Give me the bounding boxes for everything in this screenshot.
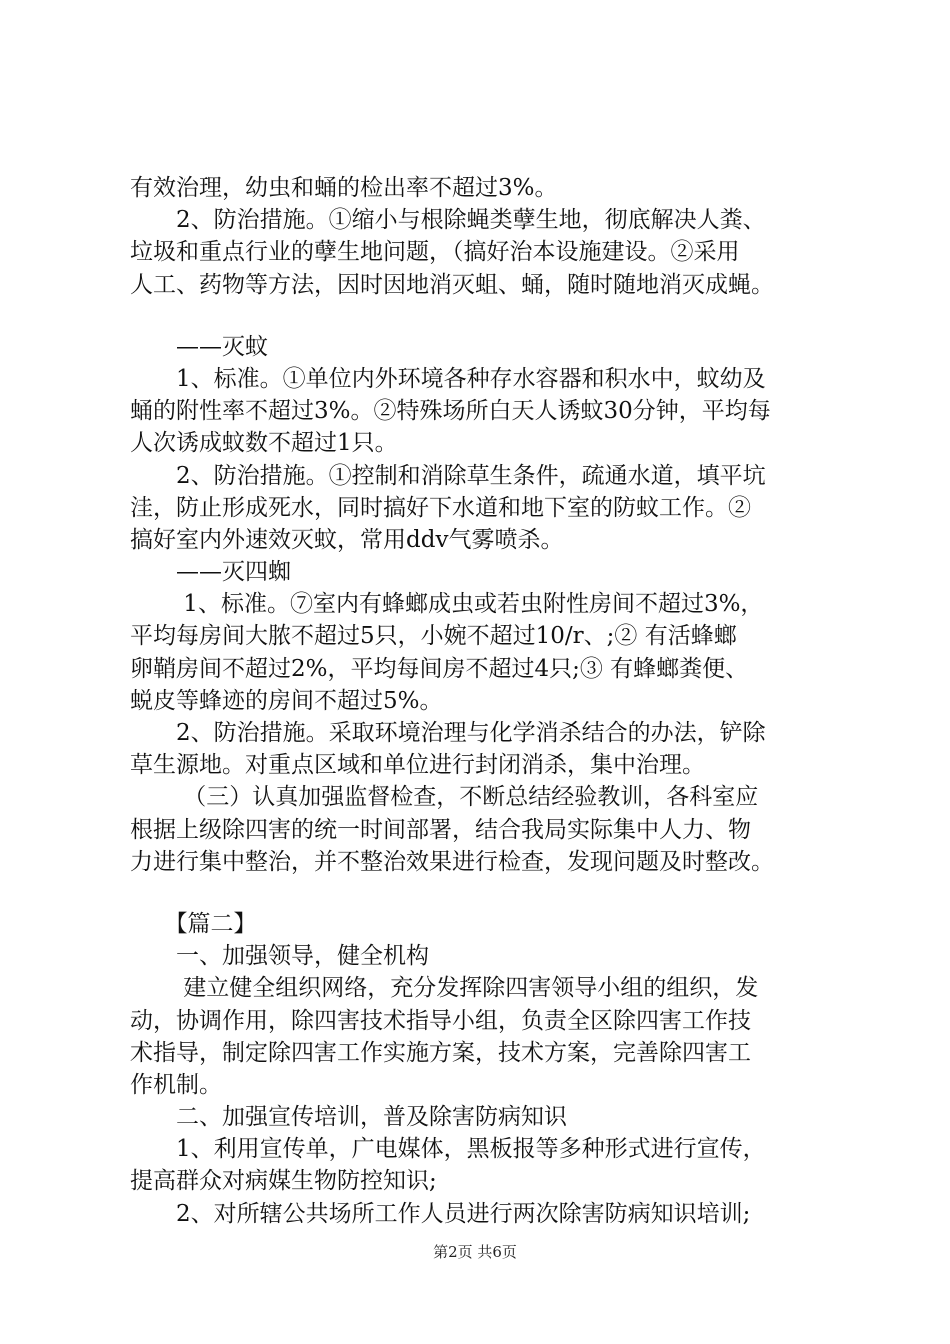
text-line: （三）认真加强监督检查，不断总结经验教训，各科室应 bbox=[130, 784, 759, 811]
page-number-footer: 第2页 共6页 bbox=[433, 1243, 517, 1261]
text-line: 1、标准。⑦室内有蜂螂成虫或若虫附性房间不超过3%， bbox=[130, 591, 764, 618]
text-line: 搞好室内外速效灭蚊，常用ddv气雾喷杀。 bbox=[130, 526, 564, 553]
text-line: 蛹的附性率不超过3%。②特殊场所白天人诱蚊30分钟，平均每 bbox=[130, 398, 771, 425]
section-heading: ——灭蚊 bbox=[130, 333, 268, 360]
text-line: 力进行集中整治，并不整治效果进行检查，发现问题及时整改。 bbox=[130, 848, 774, 875]
paragraph-gap bbox=[130, 878, 850, 908]
text-line: 2、对所辖公共场所工作人员进行两次除害防病知识培训; bbox=[130, 1200, 751, 1227]
section-heading: 一、加强领导，健全机构 bbox=[130, 943, 429, 970]
text-line: 洼，防止形成死水，同时搞好下水道和地下室的防蚊工作。② bbox=[130, 494, 751, 521]
text-line: 平均每房间大脓不超过5只，小婉不超过10/r、;② 有活蜂螂 bbox=[130, 623, 737, 650]
text-line: 人工、药物等方法，因时因地消灭蛆、蛹，随时随地消灭成蝇。 bbox=[130, 271, 774, 298]
text-line: 草生源地。对重点区域和单位进行封闭消杀，集中治理。 bbox=[130, 752, 705, 779]
text-line: 作机制。 bbox=[130, 1071, 222, 1098]
section-heading: 【篇二】 bbox=[130, 910, 257, 937]
text-line: 建立健全组织网络，充分发挥除四害领导小组的组织，发 bbox=[130, 975, 759, 1002]
section-heading: 二、加强宣传培训，普及除害防病知识 bbox=[130, 1104, 567, 1131]
text-line: 2、防治措施。采取环境治理与化学消杀结合的办法，铲除 bbox=[130, 720, 766, 746]
document-body bbox=[130, 172, 850, 1230]
text-line: 人次诱成蚊数不超过1只。 bbox=[130, 430, 398, 457]
text-line: 卵鞘房间不超过2%，平均每间房不超过4只;③ 有蜂螂粪便、 bbox=[130, 655, 749, 682]
text-line: 根据上级除四害的统一时间部署，结合我局实际集中人力、物 bbox=[130, 816, 751, 843]
text-line: 2、防治措施。①缩小与根除蝇类孽生地，彻底解决人粪、 bbox=[130, 207, 766, 234]
text-line: 提高群众对病媒生物防控知识; bbox=[130, 1168, 437, 1195]
text-line: 蜕皮等蜂迹的房间不超过5%。 bbox=[130, 687, 443, 714]
text-line: 有效治理，幼虫和蛹的检出率不超过3%。 bbox=[130, 175, 558, 201]
text-line: 术指导，制定除四害工作实施方案，技术方案，完善除四害工 bbox=[130, 1039, 751, 1066]
text-line: 垃圾和重点行业的孽生地问题，（搞好治本设施建设。②采用 bbox=[130, 239, 740, 266]
text-line: 1、利用宣传单，广电媒体，黑板报等多种形式进行宣传， bbox=[130, 1136, 766, 1163]
text-line: 2、防治措施。①控制和消除草生条件，疏通水道，填平坑 bbox=[130, 462, 766, 489]
section-heading: ——灭四蜘 bbox=[130, 559, 291, 586]
text-line: 动，协调作用，除四害技术指导小组，负责全区除四害工作技 bbox=[130, 1007, 751, 1034]
text-line: 1、标准。①单位内外环境各种存水容器和积水中，蚊幼及 bbox=[130, 365, 766, 392]
paragraph-gap bbox=[130, 301, 850, 331]
